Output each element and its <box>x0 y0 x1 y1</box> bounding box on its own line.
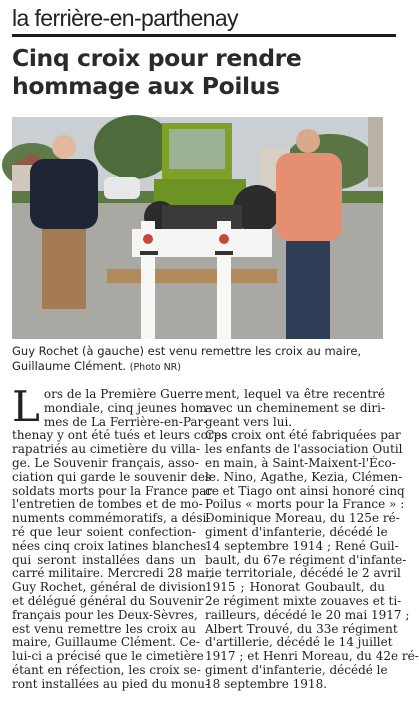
article-line: avec un cheminement se diri- <box>205 400 385 415</box>
article-line: Guy Rochet, général de division <box>12 580 207 595</box>
article-line: ge. Le Souvenir français, asso- <box>12 455 199 470</box>
article-photo <box>12 117 383 339</box>
photo-caption <box>12 344 396 375</box>
article-line: ré que leur soient confection- <box>12 524 196 539</box>
person-right-head <box>296 129 320 153</box>
article-line: ment, lequel va être recentré <box>205 387 385 401</box>
article-body-1 <box>12 428 228 691</box>
article-line: français pour les Deux-Sèvres, <box>12 607 198 622</box>
article-line: Albert Trouvé, du 33e régiment <box>205 621 398 636</box>
article-line: maire, Guillaume Clément. Ce- <box>12 635 200 650</box>
article-line: carré militaire. Mercredi 28 mai, <box>12 566 213 581</box>
article-line: mes de La Ferrière-en-Par- <box>43 414 208 429</box>
article-line: ce et Tiago ont ainsi honoré cinq <box>205 483 405 498</box>
headline-line: Cinq croix pour rendre <box>12 44 302 72</box>
section-title: la ferrière-en-parthenay <box>12 5 238 31</box>
article-line: soldats morts pour la France par <box>12 483 213 498</box>
article-column-2 <box>205 387 419 692</box>
caption-line-2 <box>12 359 396 375</box>
person-left-trousers <box>42 229 86 309</box>
article-line: 18 septembre 1918. <box>205 676 328 691</box>
article-line: 2e régiment mixte zouaves et ti- <box>205 593 402 608</box>
person-left-sweater <box>30 159 98 229</box>
article-line: ors de la Première Guerre <box>43 387 204 401</box>
article-line: et délégué général du Souvenir <box>12 593 204 608</box>
article-line: rapatriés au cimetière du villa- <box>12 442 201 457</box>
article-line: rie territoriale, décédé le 2 avril <box>205 566 401 581</box>
article-line: bault, du 67e régiment d'infante- <box>205 552 407 567</box>
article-line: d'artillerie, décédé le 14 juillet <box>205 635 393 650</box>
photo-illustration <box>12 117 383 339</box>
article-line: ciation qui garde le souvenir des <box>12 469 212 484</box>
dropcap: L <box>12 382 40 431</box>
person-left-head <box>52 135 76 159</box>
article-line: numents commémoratifs, a dési- <box>12 511 211 526</box>
article-line: étant en réfection, les croix se- <box>12 662 201 677</box>
building <box>368 117 383 187</box>
article-line: le. Nino, Agathe, Kezia, Clémen- <box>205 469 403 484</box>
article-line: les enfants de l'association Outil <box>205 442 403 457</box>
article-line: mondiale, cinq jeunes hom- <box>43 400 211 415</box>
cross-plaque <box>215 251 233 255</box>
article-line: lui-ci a précisé que le cimetière <box>12 649 204 664</box>
article-line: l'entretien de tombes et de mo- <box>12 497 203 512</box>
caption-line: Guy Rochet (à gauche) est venu remettre les croix au maire, <box>12 344 362 358</box>
article-line: Ces croix ont été fabriquées par <box>205 428 401 443</box>
caption-text: Guillaume Clément. <box>12 359 130 373</box>
article-line: Dominique Moreau, du 125e ré- <box>205 511 400 526</box>
article-line: en main, à Saint-Maixent-l'Éco- <box>205 455 396 470</box>
article-line: nées cinq croix latines blanches <box>12 538 207 553</box>
tractor-window <box>169 129 225 169</box>
article-line: 14 septembre 1914 ; René Guil- <box>205 538 399 553</box>
article-line: giment d'infanterie, décédé le <box>205 524 388 539</box>
section-rule <box>12 34 396 37</box>
article-line: 1917 ; et Henri Moreau, du 42e ré- <box>205 649 419 664</box>
article-line: giment d'infanterie, décédé le <box>205 662 388 677</box>
pallet <box>107 269 277 283</box>
article-line: est venu remettre les croix au <box>12 621 196 636</box>
article-body-2 <box>205 387 419 692</box>
car <box>104 177 140 199</box>
cross-plaque <box>140 251 158 255</box>
headline <box>12 44 396 100</box>
headline-line: hommage aux Poilus <box>12 72 280 100</box>
article-line: geant vers lui. <box>205 414 293 429</box>
person-right-shirt <box>276 153 342 241</box>
cross-badge <box>219 234 229 244</box>
article-line: qui seront installées dans un <box>12 552 196 567</box>
article-line: thenay y ont été tués et leurs corps <box>12 428 228 443</box>
dropcap-block <box>12 382 211 431</box>
cross-badge <box>143 234 153 244</box>
article-line: 1915 ; Honorat Goubault, du <box>205 580 385 595</box>
person-right-jeans <box>286 241 330 339</box>
article-line: ront installées au pied du monu- <box>12 676 210 691</box>
article-line: railleurs, décédé le 20 mai 1917 ; <box>205 607 410 622</box>
photo-credit: (Photo NR) <box>129 362 181 373</box>
article-line: Poilus « morts pour la France » : <box>205 497 405 512</box>
article-column-1 <box>12 382 228 692</box>
